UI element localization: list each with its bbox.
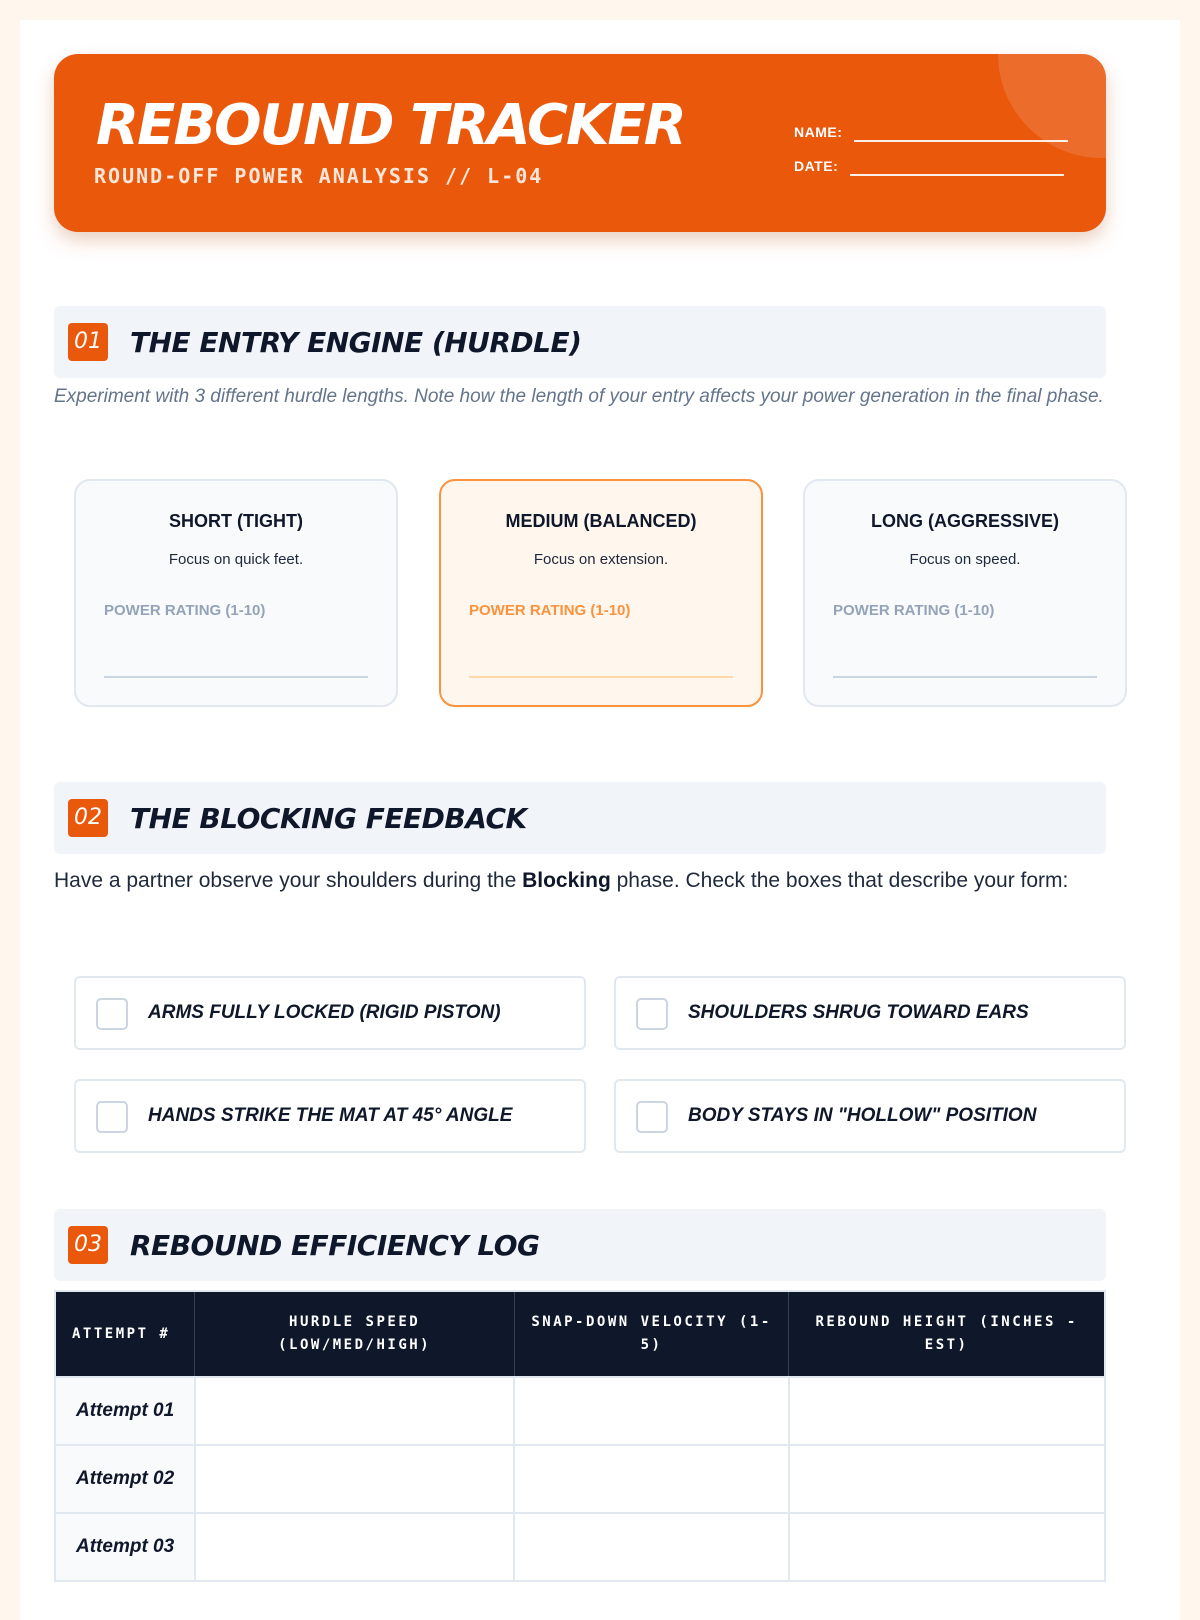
instruction-emphasis: Blocking xyxy=(522,869,611,892)
card-title: LONG (AGGRESSIVE) xyxy=(870,511,1059,531)
name-input-line[interactable] xyxy=(854,124,1068,142)
check-label: ARMS FULLY LOCKED (RIGID PISTON) xyxy=(148,1002,501,1023)
section-03-header xyxy=(54,1209,1106,1281)
date-input-line[interactable] xyxy=(850,158,1064,176)
column-header-attempt: ATTEMPT # xyxy=(55,1291,195,1377)
rebound-height-cell[interactable] xyxy=(789,1445,1105,1513)
card-title: SHORT (TIGHT) xyxy=(169,511,303,531)
checkbox[interactable] xyxy=(636,998,668,1030)
table-row xyxy=(55,1513,1105,1581)
section-01-header xyxy=(54,306,1106,378)
check-label: HANDS STRIKE THE MAT AT 45° ANGLE xyxy=(148,1105,513,1126)
worksheet-title: REBOUND TRACKER xyxy=(96,93,685,158)
rebound-height-cell[interactable] xyxy=(789,1377,1105,1445)
card-description: Focus on speed. xyxy=(909,551,1021,568)
date-label: DATE: xyxy=(794,158,839,174)
rebound-height-cell[interactable] xyxy=(789,1513,1105,1581)
snap-down-velocity-cell[interactable] xyxy=(514,1445,788,1513)
attempt-label: Attempt 01 xyxy=(55,1377,195,1445)
hurdle-card-short xyxy=(74,479,398,707)
column-header-rebound-height: REBOUND HEIGHT (INCHES - EST) xyxy=(789,1291,1105,1377)
name-field[interactable] xyxy=(794,116,1068,142)
hurdle-card-medium xyxy=(439,479,763,707)
snap-down-velocity-cell[interactable] xyxy=(514,1513,788,1581)
power-rating-input-line[interactable] xyxy=(104,676,368,678)
check-label: SHOULDERS SHRUG TOWARD EARS xyxy=(688,1002,1029,1023)
header-banner xyxy=(54,54,1106,232)
hurdle-card-long xyxy=(803,479,1127,707)
hurdle-speed-cell[interactable] xyxy=(195,1513,514,1581)
attempt-label: Attempt 03 xyxy=(55,1513,195,1581)
checkbox[interactable] xyxy=(96,1101,128,1133)
table-header-row xyxy=(55,1291,1105,1377)
section-title: THE ENTRY ENGINE (HURDLE) xyxy=(130,326,582,359)
rebound-efficiency-table xyxy=(54,1290,1106,1582)
hurdle-speed-cell[interactable] xyxy=(195,1445,514,1513)
section-number: 02 xyxy=(68,799,108,837)
check-item-hollow-position[interactable] xyxy=(614,1079,1126,1153)
column-header-hurdle-speed: HURDLE SPEED (LOW/MED/HIGH) xyxy=(195,1291,514,1377)
checkbox[interactable] xyxy=(96,998,128,1030)
section-02-instruction xyxy=(54,864,1106,897)
decorative-circle xyxy=(998,54,1106,158)
instruction-text: Have a partner observe your shoulders during the xyxy=(54,869,523,892)
check-item-shoulders-shrug[interactable] xyxy=(614,976,1126,1050)
section-01-instruction: Experiment with 3 different hurdle lengths. Note how the length of your entry affects your power generation in the final phase. xyxy=(54,386,1104,407)
date-field[interactable] xyxy=(794,150,1064,176)
section-number: 01 xyxy=(68,323,108,361)
power-rating-input-line[interactable] xyxy=(469,676,733,678)
section-number: 03 xyxy=(68,1226,108,1264)
section-title: THE BLOCKING FEEDBACK xyxy=(130,802,527,835)
table-row xyxy=(55,1377,1105,1445)
check-item-arms-locked[interactable] xyxy=(74,976,586,1050)
snap-down-velocity-cell[interactable] xyxy=(514,1377,788,1445)
card-title: MEDIUM (BALANCED) xyxy=(505,511,697,531)
power-rating-label: POWER RATING (1-10) xyxy=(469,602,631,619)
power-rating-input-line[interactable] xyxy=(833,676,1097,678)
table-row xyxy=(55,1445,1105,1513)
attempt-label: Attempt 02 xyxy=(55,1445,195,1513)
name-label: NAME: xyxy=(794,124,843,140)
checkbox[interactable] xyxy=(636,1101,668,1133)
card-description: Focus on quick feet. xyxy=(168,551,304,568)
power-rating-label: POWER RATING (1-10) xyxy=(833,602,995,619)
worksheet-subtitle: ROUND-OFF POWER ANALYSIS // L-04 xyxy=(94,164,544,188)
column-header-snap-down-velocity: SNAP-DOWN VELOCITY (1-5) xyxy=(514,1291,788,1377)
instruction-text: phase. Check the boxes that describe your form: xyxy=(610,869,1069,892)
power-rating-label: POWER RATING (1-10) xyxy=(104,602,266,619)
section-title: REBOUND EFFICIENCY LOG xyxy=(130,1229,540,1262)
check-label: BODY STAYS IN "HOLLOW" POSITION xyxy=(688,1105,1037,1126)
hurdle-speed-cell[interactable] xyxy=(195,1377,514,1445)
section-02-header xyxy=(54,782,1106,854)
check-item-hands-strike[interactable] xyxy=(74,1079,586,1153)
card-description: Focus on extension. xyxy=(533,551,669,568)
